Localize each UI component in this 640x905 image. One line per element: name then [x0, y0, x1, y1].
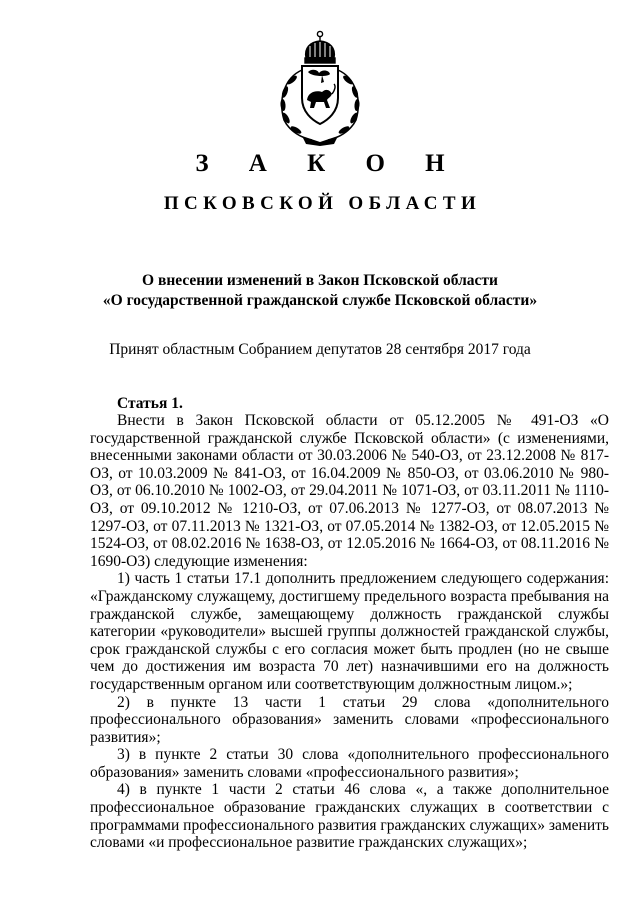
article-paragraph: 1) часть 1 статьи 17.1 дополнить предложением следующего содержания: «Гражданскому служащему, достигшему предельного возраста пребывания на гражданской службе, замещающему должность гражданской службы категории «руководители» высшей группы должностей гражданской службы, срок гражданской службы с его согласия может быть продлен (но не свыше чем до достижения им возраста 70 лет) назначившими его на должность государственным органом или соответствующим должностным лицом.»;	[90, 570, 609, 693]
document-region: ПСКОВСКОЙ ОБЛАСТИ	[163, 193, 482, 214]
article-body	[90, 412, 609, 852]
article-paragraph: Внести в Закон Псковской области от 05.12.2005 № 491-ОЗ «О государственной гражданской службе Псковской области» (с изменениями, внесенными законами области от 30.03.2006 № 540-ОЗ, от 23.12.2008 № 817-ОЗ, от 10.03.2009 № 841-ОЗ, от 16.04.2009 № 850-ОЗ, от 03.06.2010 № 980-ОЗ, от 06.10.2010 № 1002-ОЗ, от 29.04.2011 № 1071-ОЗ, от 03.11.2011 № 1110-ОЗ, от 09.10.2012 № 1210-ОЗ, от 07.06.2013 № 1277-ОЗ, от 08.07.2013 № 1297-ОЗ, от 07.11.2013 № 1321-ОЗ, от 07.05.2014 № 1382-ОЗ, от 12.05.2015 № 1524-ОЗ, от 08.02.2016 № 1638-ОЗ, от 12.05.2016 № 1664-ОЗ, от 08.11.2016 № 1690-ОЗ) следующие изменения:	[90, 412, 609, 570]
coat-of-arms-icon	[272, 28, 368, 148]
law-subject-line-2: «О государственной гражданской службе Псковской области»	[102, 292, 538, 309]
article-heading: Статья 1.	[117, 395, 183, 412]
article-paragraph: 3) в пункте 2 статьи 30 слова «дополнительного профессионального образования» заменить словами «профессионального развития»;	[90, 746, 609, 781]
article-paragraph: 4) в пункте 1 части 2 статьи 46 слова «, а также дополнительное профессиональное образование гражданских служащих в соответствии с программами профессионального развития гражданских служащих» заменить словами «и профессиональное развитие гражданских служащих»;	[90, 781, 609, 852]
law-subject	[0, 271, 640, 311]
law-subject-line-1: О внесении изменений в Закон Псковской области	[142, 272, 498, 289]
document-title: З А К О Н	[195, 150, 462, 177]
adoption-statement: Принят областным Собранием депутатов 28 сентября 2017 года	[109, 341, 531, 358]
article-paragraph: 2) в пункте 13 части 1 статьи 29 слова «дополнительного профессионального образования» заменить словами «профессионального развития»;	[90, 693, 609, 746]
